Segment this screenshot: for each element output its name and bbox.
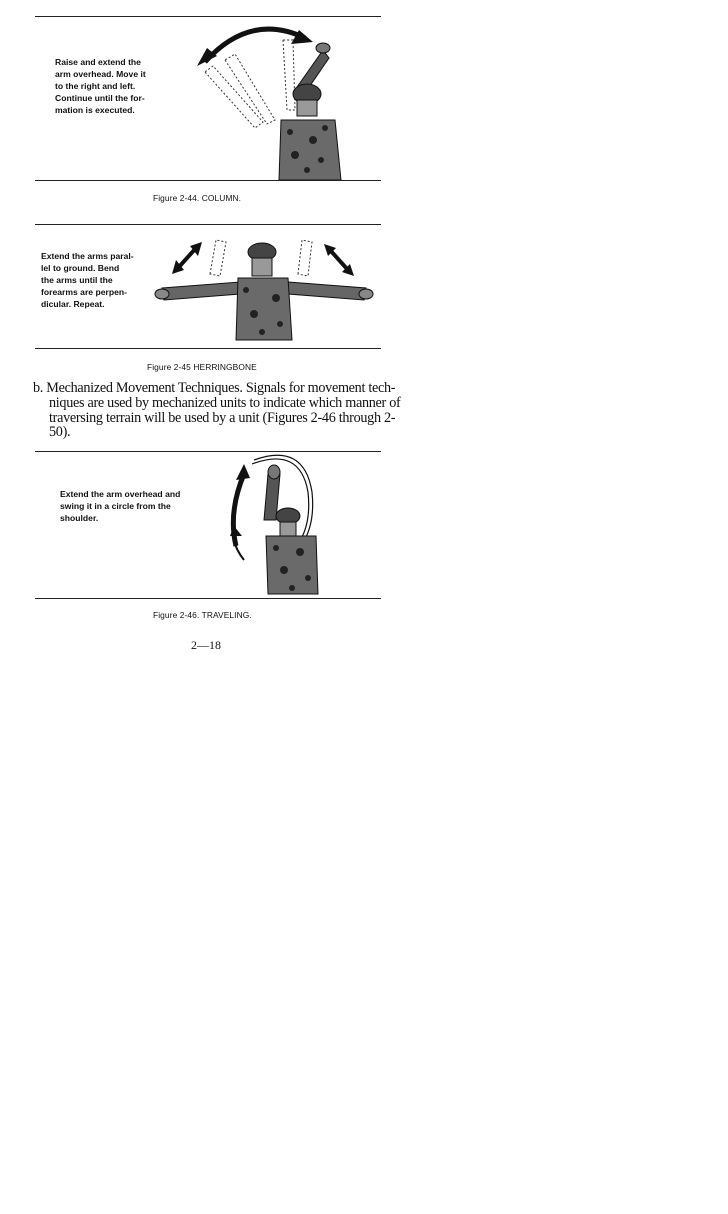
column-signal-illustration (195, 20, 350, 182)
instruction-line: arm overhead. Move it (55, 69, 146, 79)
fig-2-45-instruction (41, 250, 140, 310)
bottom-rule-fig-2-44 (35, 180, 381, 181)
figure-caption: Figure 2-46. TRAVELING. (153, 610, 252, 620)
top-rule-fig-2-45 (35, 224, 381, 225)
paragraph-line: 50). (49, 424, 71, 441)
instruction-line: dicular. Repeat. (41, 299, 105, 309)
bottom-rule-fig-2-46 (35, 598, 381, 599)
fig-2-46-instruction (60, 488, 195, 524)
instruction-line: Continue until the for- (55, 93, 145, 103)
traveling-signal-illustration (222, 452, 322, 598)
instruction-line: Extend the arm overhead and (60, 489, 181, 499)
instruction-line: forearms are perpen- (41, 287, 127, 297)
paragraph-line: niques are used by mechanized units to indicate which manner of (49, 394, 401, 411)
instruction-line: shoulder. (60, 513, 99, 523)
instruction-line: Extend the arms paral- (41, 251, 134, 261)
instruction-line: lel to ground. Bend (41, 263, 120, 273)
top-rule-fig-2-44 (35, 16, 381, 17)
page-number: 2—18 (191, 638, 221, 652)
top-rule-fig-2-46 (35, 451, 381, 452)
fig-2-44-instruction (55, 56, 153, 116)
body-paragraph (33, 380, 401, 441)
instruction-line: swing it in a circle from the (60, 501, 171, 511)
paragraph-line: b. Mechanized Movement Techniques. Signals for movement tech- (33, 380, 396, 396)
bottom-rule-fig-2-45 (35, 348, 381, 349)
figure-caption: Figure 2-44. COLUMN. (153, 193, 242, 203)
instruction-line: the arms until the (41, 275, 113, 285)
paragraph-line: traversing terrain will be used by a unit (Figures 2-46 through 2- (49, 409, 396, 426)
instruction-line: Raise and extend the (55, 57, 141, 67)
instruction-line: mation is executed. (55, 105, 135, 115)
instruction-line: to the right and left. (55, 81, 136, 91)
figure-caption: Figure 2-45 HERRINGBONE (147, 362, 257, 372)
herringbone-signal-illustration (150, 228, 378, 344)
